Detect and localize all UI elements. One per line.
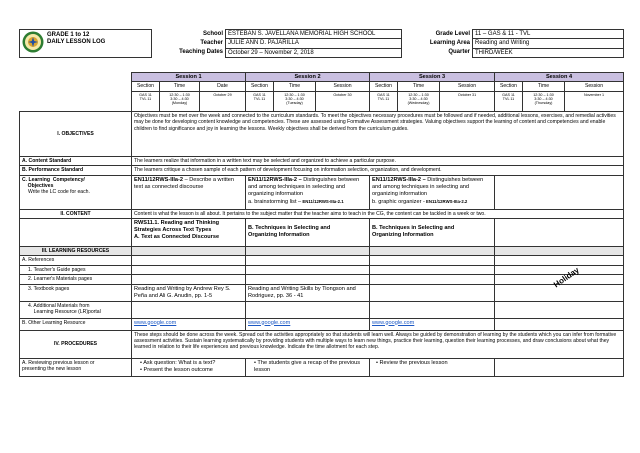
session-1-title: Session 1: [132, 72, 246, 81]
header-table: [19, 29, 624, 58]
holiday-stamp: Holiday: [552, 265, 581, 290]
addl-s1: [132, 301, 246, 318]
other-s1: [132, 318, 246, 330]
s1-section: GAS 11 TVL 11: [132, 91, 160, 111]
resources-s3: [370, 246, 495, 255]
school-label: School: [152, 30, 226, 39]
content-standard-label: A. Content Standard: [20, 156, 132, 165]
s3-time: 12:30 – 1:30 3:30 – 4:30 (Wednesday): [398, 91, 440, 111]
competency-session-1: [132, 175, 246, 209]
other-link-2[interactable]: www.google.com: [248, 319, 291, 326]
review-label: A. Reviewing previous lesson or presenting the new lesson: [20, 358, 132, 376]
content-session-1: [132, 218, 246, 246]
content3-line-a: B. Techniques in Selecting and: [372, 225, 455, 232]
s2-time: 12:30 – 1:30 3:30 – 4:30 (Tuesday): [274, 91, 316, 111]
tb-s2: Reading and Writing Skills by Tiongson and Rodriguez, pp. 36 - 41: [246, 284, 370, 301]
s1-time: 12:30 – 1:30 3:30 – 4:30 (Monday): [160, 91, 200, 111]
objectives-text: Objectives must be met over the week and connected to the curriculum standards. To meet the objectives necessary procedures must be followed and if needed, additional lessons, exercises, and remedial activities may be done for developing content knowledge and competencies. These are assessed using Formative Assessment strategies. Valuing objectives support the learning of content and competencies and enable children to find significance and joy in learning the lessons. Weekly objectives shall be derived from the curriculum guides.: [132, 111, 624, 156]
s4-section: GAS 11 TVL 11: [495, 91, 523, 111]
comp1-text: – Describe a written text as connected discourse: [134, 176, 235, 190]
session-2-title: Session 2: [246, 72, 370, 81]
s2-section: GAS 11 TVL 11: [246, 91, 274, 111]
grade-level-value: 11 – GAS & 11 - TVL: [473, 30, 624, 39]
quarter-label: Quarter: [402, 48, 473, 57]
session-4-title: Session 4: [495, 72, 624, 81]
lm-s1: [132, 275, 246, 284]
s3-section-header: Section: [370, 82, 398, 91]
competency-label: C. Learning Competency/ Objectives: [22, 176, 85, 189]
comp3-text: Distinguishes between and among techniques in selecting and organizing information: [372, 176, 484, 197]
competency-session-3: [370, 175, 495, 209]
blank-corner-2: [20, 82, 132, 91]
other-label: B. Other Learning Resource: [20, 318, 132, 330]
tb-label: 3. Textbook pages: [20, 284, 132, 301]
tg-s2: [246, 265, 370, 274]
review-s4: [495, 358, 624, 376]
competency-session-2: [246, 175, 370, 209]
references-s3: [370, 256, 495, 265]
references-s1: [132, 256, 246, 265]
performance-standard-label: B. Performance Standard: [20, 166, 132, 175]
comp3-subcode: EN11/12RWS-IIIa-2.2: [424, 198, 468, 204]
s4-session-header: Session: [565, 82, 624, 91]
s3-date: October 31: [440, 91, 495, 111]
dates-value: October 29 – November 2, 2018: [226, 48, 402, 57]
addl-s4: [495, 301, 624, 318]
references-s2: [246, 256, 370, 265]
s1-time-header: Time: [160, 82, 200, 91]
logo-cell: [20, 30, 152, 58]
other-s4: [495, 318, 624, 330]
content2-line-b: Organizing Information: [248, 232, 310, 239]
competency-label-cell: [20, 175, 132, 209]
other-link-3[interactable]: www.google.com: [372, 319, 415, 326]
tg-s4: [495, 265, 624, 274]
comp3-sub: b. graphic organizer -: [372, 198, 425, 205]
procedures-label: IV. PROCEDURES: [20, 330, 132, 358]
resources-s4: [495, 246, 624, 255]
daily-lesson-log: [19, 29, 623, 377]
comp2-subcode: EN11/12RWS-IIIa-2.1: [301, 198, 344, 204]
s1-date-header: Date: [200, 82, 246, 91]
content2-line-a: B. Techniques in Selecting and: [248, 225, 331, 232]
lm-s2: [246, 275, 370, 284]
other-s2: [246, 318, 370, 330]
quarter-value: THIRD/WEEK: [473, 48, 624, 57]
review-s3: • Review the previous lesson: [370, 358, 495, 376]
lm-label: 2. Learner's Materials pages: [20, 275, 132, 284]
competency-note: Write the LC code for each.: [28, 189, 90, 196]
learning-area-value: Reading and Writing: [473, 39, 624, 48]
s4-time-header: Time: [523, 82, 565, 91]
s3-session-header: Session: [440, 82, 495, 91]
review-s1: [132, 358, 246, 376]
resources-label: III. LEARNING RESOURCES: [20, 246, 132, 255]
content1-line-a: RWS11.1. Reading and Thinking: [134, 219, 220, 226]
s4-section-header: Section: [495, 82, 523, 91]
content-standard-text: The learners realize that information in a written text may be selected and organized to achieve a particular purpose.: [132, 156, 624, 165]
tg-s1: [132, 265, 246, 274]
competency-session-4: [495, 175, 624, 209]
references-s4: [495, 256, 624, 265]
s2-time-header: Time: [274, 82, 316, 91]
s2-session-header: Session: [316, 82, 370, 91]
deped-seal-icon: [22, 31, 44, 53]
s2-section-header: Section: [246, 82, 274, 91]
s1-date: October 29: [200, 91, 246, 111]
addl-label: 4. Additional Materials from Learning Resource (LR)portal: [20, 301, 132, 318]
comp2-text: Distinguishes between and among techniques in selecting and organizing information: [248, 176, 360, 197]
content-label: II. CONTENT: [20, 209, 132, 218]
log-label: DAILY LESSON LOG: [47, 39, 106, 45]
other-s3: [370, 318, 495, 330]
content-session-2: [246, 218, 370, 246]
dates-label: Teaching Dates: [152, 48, 226, 57]
tb-s1: Reading and Writing by Andrew Rey S. Peña and Ali G. Anudin, pp. 1-5: [132, 284, 246, 301]
content-session-4: [495, 218, 624, 246]
lm-s3: [370, 275, 495, 284]
tb-s3: [370, 284, 495, 301]
resources-s1: [132, 246, 246, 255]
addl-s3: [370, 301, 495, 318]
s3-time-header: Time: [398, 82, 440, 91]
teacher-value: JULIE ANN D. PAJARILLA: [226, 39, 402, 48]
learning-area-label: Learning Area: [402, 39, 473, 48]
grade-label: GRADE 1 to 12: [47, 32, 90, 38]
content1-line-b: Strategies Across Text Types: [134, 226, 212, 233]
procedures-text: These steps should be done across the week. Spread out the activities appropriately so that students will learn well. Always be guided by demonstration of learning by the students which you can infer from formative assessment activities. Sustain learning systematically by providing students with multiple ways to learn new things, practice their learning, question their learning processes, and draw conclusions about what they learned in relation to their life experiences and previous knowledge. Indicate the time allotment for each step.: [132, 330, 624, 358]
session-3-title: Session 3: [370, 72, 495, 81]
comp3-code: EN11/12RWS-IIIa-2 –: [372, 176, 426, 183]
content1-line-c: A. Text as Connected Discourse: [134, 233, 220, 240]
s4-date: November 1: [565, 91, 624, 111]
s1-section-header: Section: [132, 82, 160, 91]
s3-section: GAS 11 TVL 11: [370, 91, 398, 111]
review-s2: • The students give a recap of the previous lesson: [246, 358, 370, 376]
teacher-label: Teacher: [152, 39, 226, 48]
comp1-code: EN11/12RWS-IIIa-2: [134, 176, 184, 183]
content-text: Content is what the lesson is all about. It pertains to the subject matter that the teacher aims to teach in the CG, the content can be tackled in a week or two.: [132, 209, 624, 218]
other-link-1[interactable]: www.google.com: [134, 319, 177, 326]
grade-level-label: Grade Level: [402, 30, 473, 39]
references-label: A. References: [20, 256, 132, 265]
tg-s3: [370, 265, 495, 274]
comp2-sub: a. brainstorming list –: [248, 198, 302, 205]
content-session-3: [370, 218, 495, 246]
school-value: ESTEBAN S. JAVELLANA MEMORIAL HIGH SCHOOL: [226, 30, 402, 39]
review1-item-a: • Ask question: What is a text?: [140, 359, 216, 366]
comp2-code: EN11/12RWS-IIIa-2 –: [248, 176, 302, 183]
performance-standard-text: The learners critique a chosen sample of each pattern of development focusing on information selection, organization, and development.: [132, 166, 624, 175]
addl-s2: [246, 301, 370, 318]
review1-item-b: • Present the lesson outcome: [140, 366, 213, 373]
objectives-label: I. OBJECTIVES: [20, 111, 132, 156]
content-blank-label: [20, 218, 132, 246]
content3-line-b: Organizing Information: [372, 232, 434, 239]
s2-date: October 30: [316, 91, 370, 111]
resources-s2: [246, 246, 370, 255]
s4-time: 12:30 – 1:30 3:30 – 4:30 (Thursday): [523, 91, 565, 111]
blank-corner-3: [20, 91, 132, 111]
lesson-grid: [19, 72, 624, 377]
blank-corner: [20, 72, 132, 81]
tg-label: 1. Teacher's Guide pages: [20, 265, 132, 274]
